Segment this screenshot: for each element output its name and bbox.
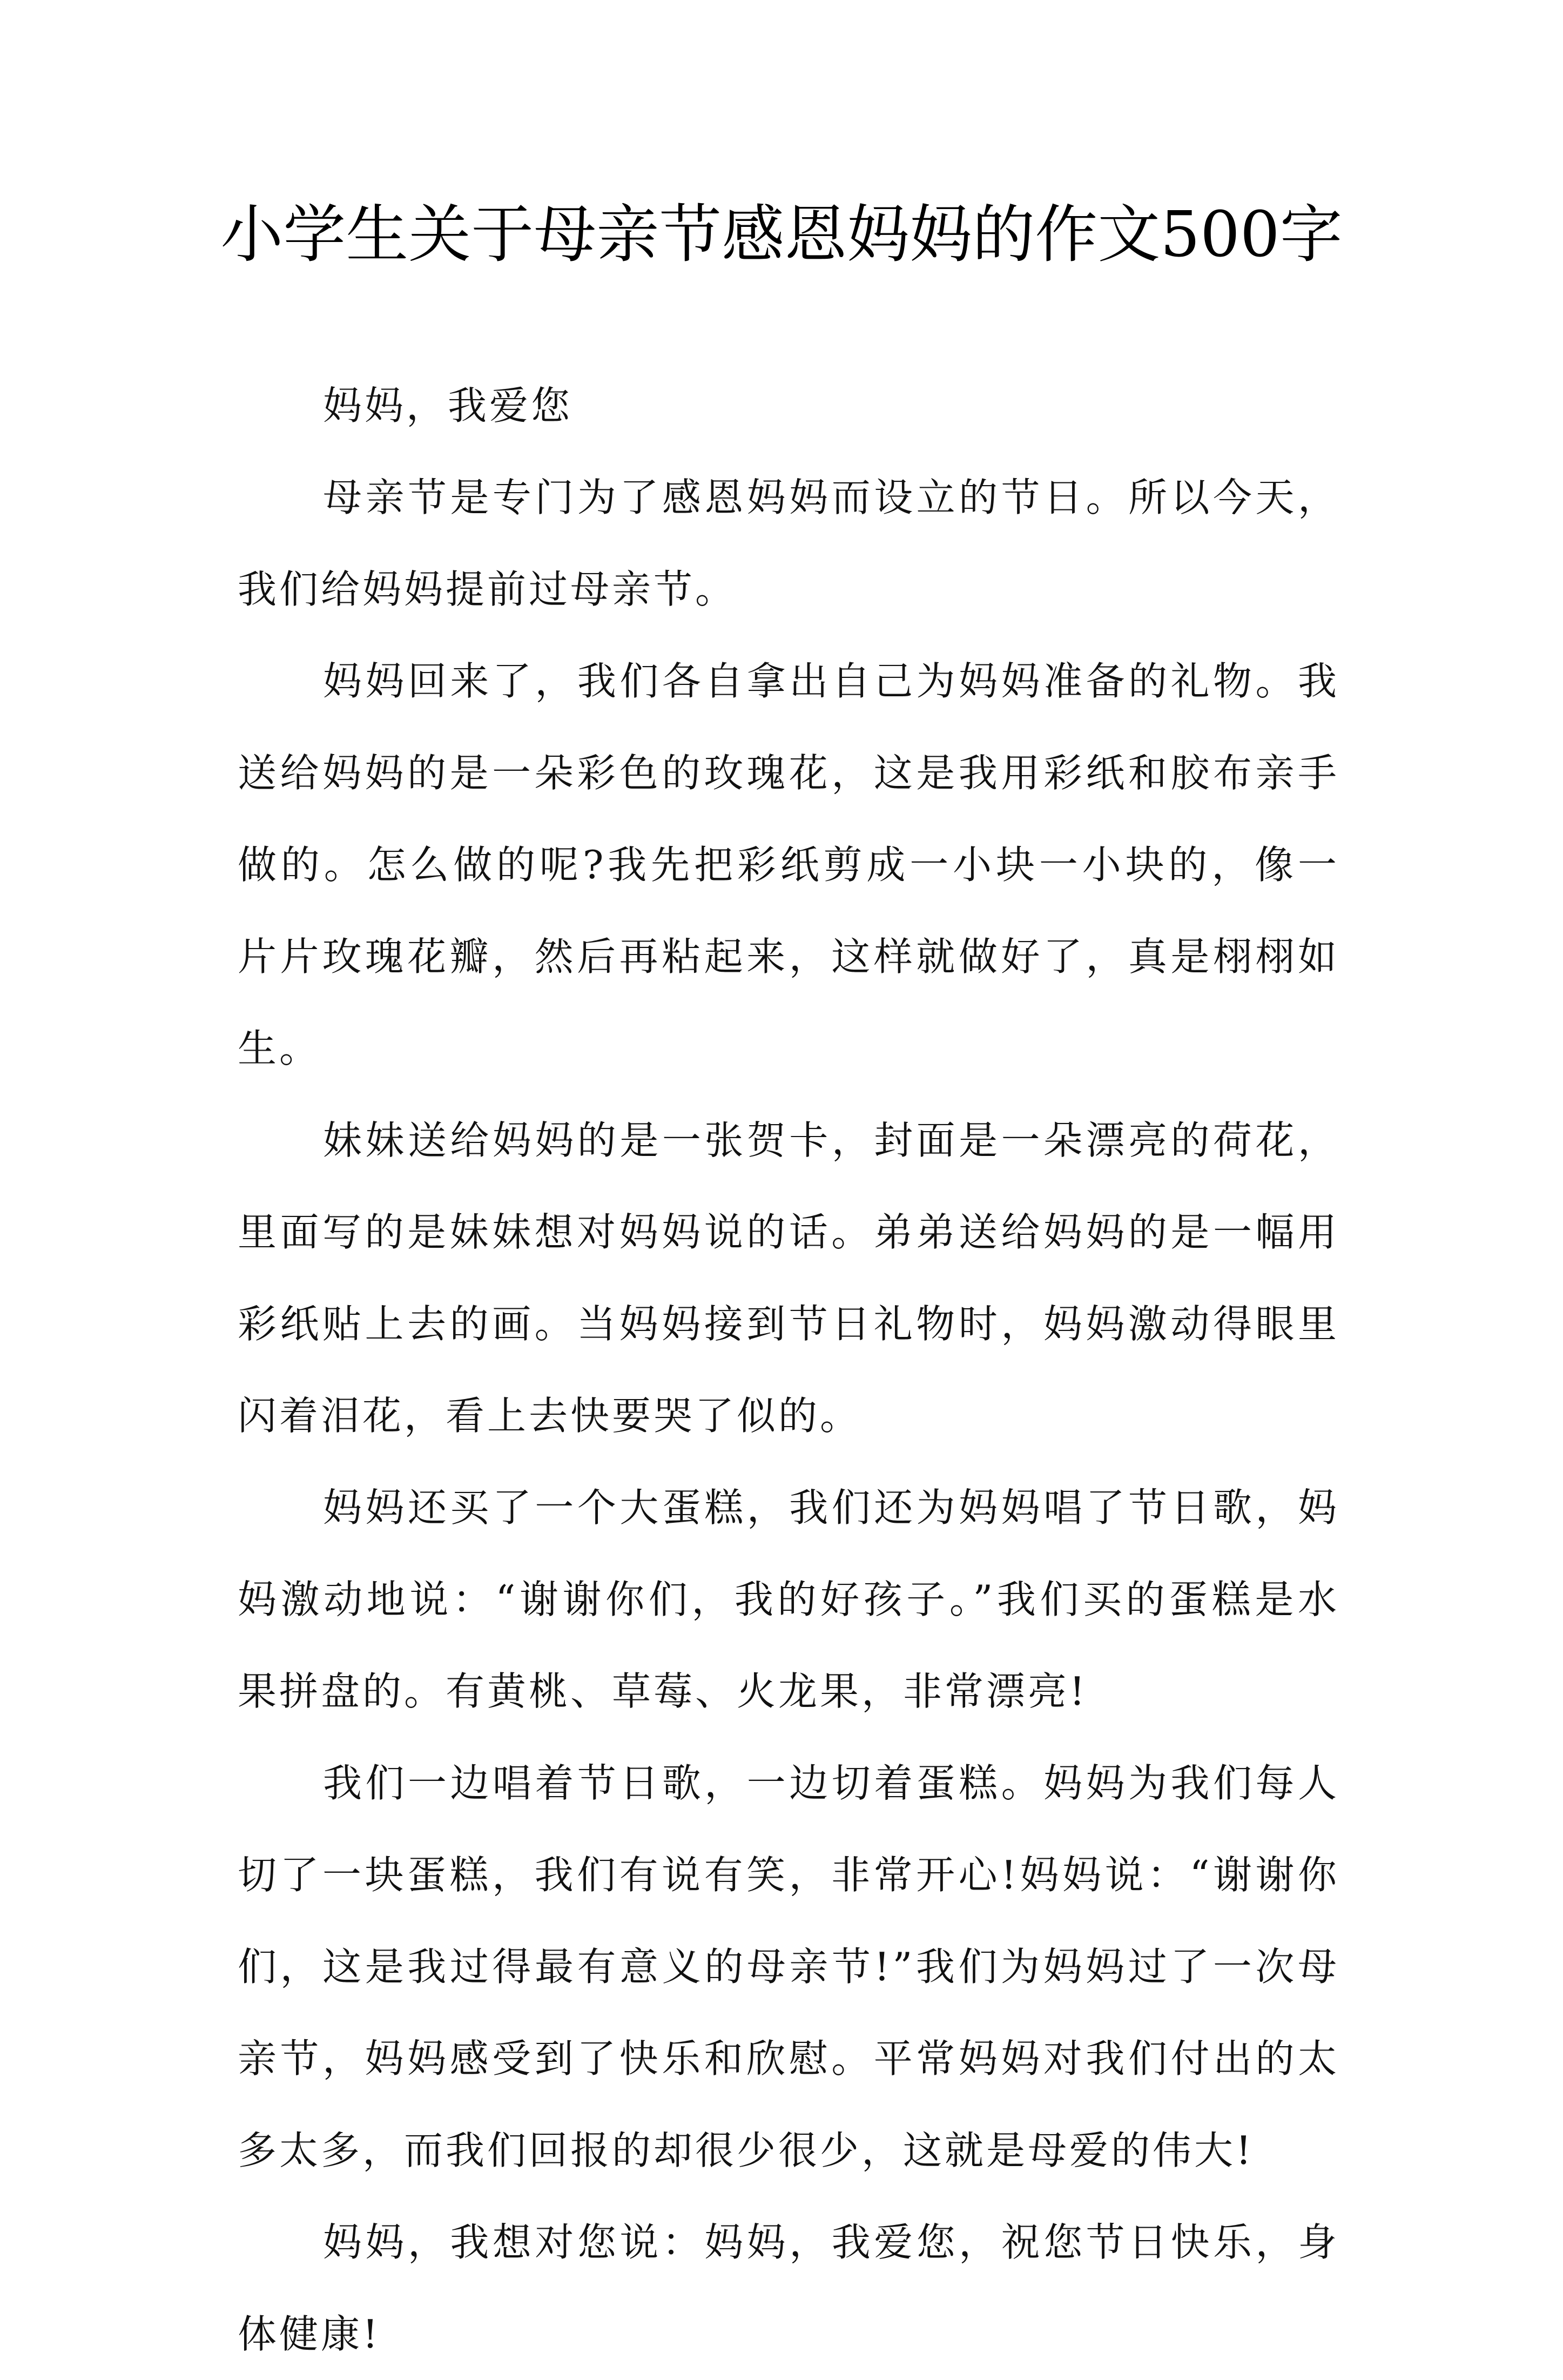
document-body	[238, 360, 1339, 2380]
paragraph-3: 妹妹送给妈妈的是一张贺卡，封面是一朵漂亮的荷花，里面写的是妹妹想对妈妈说的话。弟弟送给妈妈的是一幅用彩纸贴上去的画。当妈妈接到节日礼物时，妈妈激动得眼里闪着泪花，看上去快要哭了似的。	[238, 1118, 1339, 1438]
paragraph-6: 妈妈，我想对您说：妈妈，我爱您，祝您节日快乐，身体健康!	[238, 2220, 1339, 2357]
paragraph-4: 妈妈还买了一个大蛋糕，我们还为妈妈唱了节日歌，妈妈激动地说：“谢谢你们，我的好孩子。”我们买的蛋糕是水果拼盘的。有黄桃、草莓、火龙果，非常漂亮!	[238, 1485, 1339, 1714]
paragraph-1: 母亲节是专门为了感恩妈妈而设立的节日。所以今天，我们给妈妈提前过母亲节。	[238, 475, 1339, 612]
document-title: 小学生关于母亲节感恩妈妈的作文500字	[220, 198, 1343, 271]
essay-subtitle: 妈妈，我爱您	[323, 383, 573, 428]
paragraph-5: 我们一边唱着节日歌，一边切着蛋糕。妈妈为我们每人切了一块蛋糕，我们有说有笑，非常开心!妈妈说：“谢谢你们，这是我过得最有意义的母亲节!”我们为妈妈过了一次母亲节，妈妈感受到了快乐和欣慰。平常妈妈对我们付出的太多太多，而我们回报的却很少很少，这就是母爱的伟大!	[238, 1760, 1339, 2173]
paragraph-2: 妈妈回来了，我们各自拿出自己为妈妈准备的礼物。我送给妈妈的是一朵彩色的玫瑰花，这是我用彩纸和胶布亲手做的。怎么做的呢?我先把彩纸剪成一小块一小块的，像一片片玫瑰花瓣，然后再粘起来，这样就做好了，真是栩栩如生。	[238, 658, 1339, 1071]
